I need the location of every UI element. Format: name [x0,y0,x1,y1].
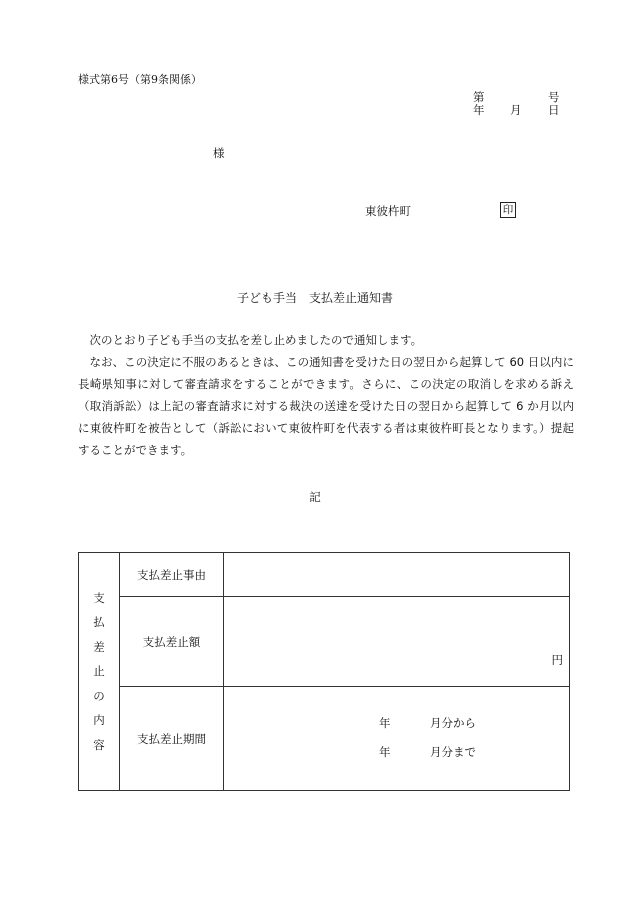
table-row [79,687,570,791]
vertical-header-char: 内 [93,713,105,728]
details-table [78,552,570,791]
vertical-header-char: 払 [93,615,105,630]
recipient-honorific: 様 [213,146,225,160]
period-to-year: 年 [379,745,391,759]
vertical-header-char: 容 [93,737,105,752]
table-row [79,597,570,687]
date-year-label: 年 [473,103,485,117]
vertical-header [79,553,120,791]
document-number-suffix: 号 [548,90,560,104]
document-title: 子ども手当 支払差止通知書 [236,291,393,305]
period-label: 支払差止期間 [120,687,224,791]
notice-paragraph-1: 次のとおり子ども手当の支払を差し止めましたので通知します。 [89,333,423,347]
period-from [379,715,476,731]
form-number: 様式第6号（第9条関係） [78,73,202,86]
period-value-cell[interactable] [224,687,570,791]
amount-unit: 円 [551,653,563,667]
issuer-name: 東彼杵町 [365,204,411,218]
vertical-header-char: の [93,688,105,703]
period-to [379,744,476,760]
document-number-prefix: 第 [473,90,485,104]
ki-heading: 記 [309,490,321,504]
vertical-header-char: 支 [93,590,105,605]
date-day-label: 日 [548,103,560,117]
amount-value-cell[interactable] [224,597,570,687]
seal-mark: 印 [500,202,516,218]
table-row [79,553,570,597]
amount-label: 支払差止額 [120,597,224,687]
notice-body [78,329,574,461]
notice-paragraph-2: なお、この決定に不服のあるときは、この通知書を受けた日の翌日から起算して 60 日以内に長崎県知事に対して審査請求をすることができます。さらに、この決定の取消しを求める訴え（取消訴訟）は上記の審査請求に対する裁決の送達を受けた日の翌日から起算して 6 か月以内に東彼杵町を被告として（訴訟において東彼杵町を代表する者は東彼杵町長となります。）提起することができます。 [78,355,574,457]
date-month-label: 月 [510,103,522,117]
vertical-header-char: 差 [93,639,105,654]
vertical-header-char: 止 [93,664,105,679]
period-from-year: 年 [379,716,391,730]
reason-label: 支払差止事由 [120,553,224,597]
period-from-month: 月分から [430,716,476,730]
reason-value-cell[interactable] [224,553,570,597]
period-to-month: 月分まで [430,745,476,759]
